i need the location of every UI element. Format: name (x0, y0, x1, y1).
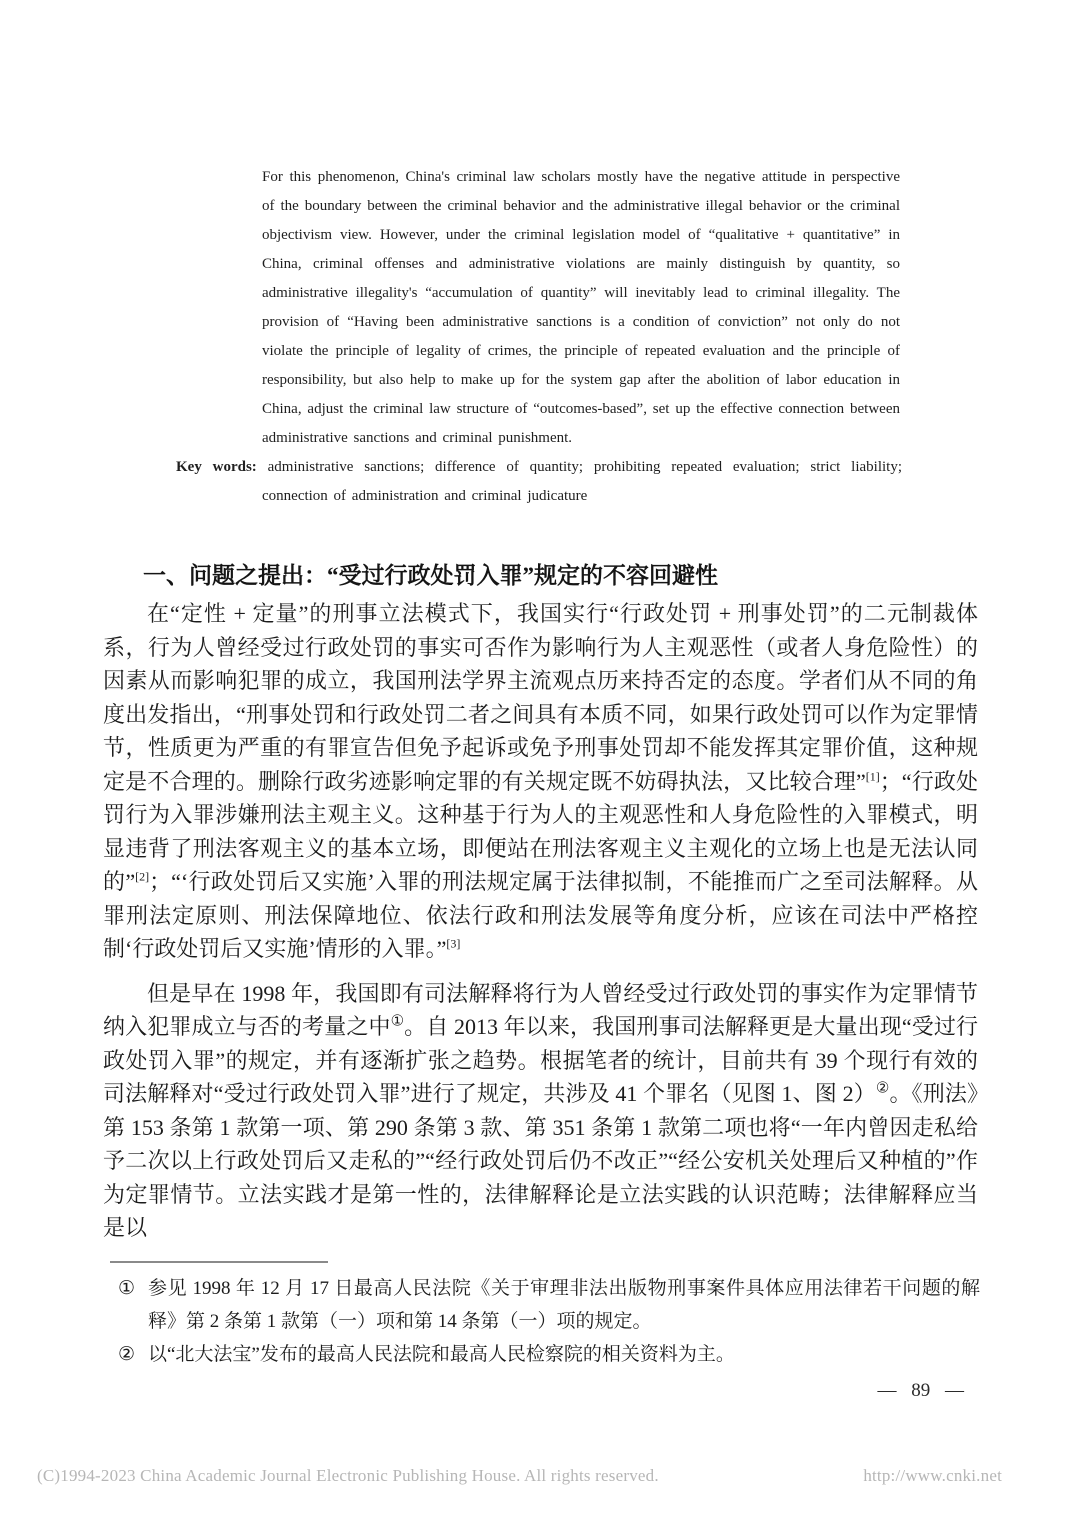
abstract-paragraph (262, 163, 900, 453)
copyright-text: (C)1994-2023 China Academic Journal Electronic Publishing House. All rights reserved. (37, 1466, 659, 1485)
footnote-item-2 (118, 1338, 980, 1371)
footnote-1-marker: ① (118, 1277, 136, 1299)
footnote-2-marker: ② (118, 1343, 136, 1365)
footer-url: http://www.cnki.net (863, 1466, 1002, 1485)
section-heading: 一、问题之提出：“受过行政处罚入罪”规定的不容回避性 (143, 563, 718, 588)
paragraph-1-text-b: ；“行政处罚行为入罪涉嫌刑法主观主义。这种基于行为人的主观恶性和人身危险性的入罪模式，明显违背了刑法客观主义的基本立场，即便站在刑法客观主义主观化的立场上也是无法认同的” (103, 768, 978, 894)
paragraph-2 (103, 977, 978, 1245)
footnote-divider (110, 1261, 328, 1263)
paragraph-1 (103, 597, 978, 966)
footnote-ref-1: [1] (865, 769, 880, 784)
footnote-ref-circled-2: ② (875, 1080, 890, 1097)
footnote-2-text: 以“北大法宝”发布的最高人民法院和最高人民检察院的相关资料为主。 (148, 1343, 735, 1365)
footer-bar (0, 1466, 1080, 1486)
keywords-text: administrative sanctions; difference of quantity; prohibiting repeated evaluation; strict liability; connection of administration and criminal judicature (262, 459, 902, 504)
footnote-1-text: 参见 1998 年 12 月 17 日最高人民法院《关于审理非法出版物刑事案件具体应用法律若干问题的解释》第 2 条第 1 款第（一）项和第 14 条第（一）项的规定。 (148, 1277, 980, 1332)
footnote-item-1 (118, 1272, 980, 1338)
paragraph-2-text-c: 。《刑法》第 153 条第 1 款第一项、第 290 条第 3 款、第 351 条第 1 款第二项也将“一年内曾因走私给予二次以上行政处罚后又走私的”“经行政处罚后仍不改正”“经公安机关处理后又种植的”作为定罪情节。立法实践才是第一性的，法律解释论是立法实践的认识范畴；法律解释应当是以 (103, 1081, 978, 1240)
paragraph-2-text-a: 但是早在 1998 年，我国即有司法解释将行为人曾经受过行政处罚的事实作为定罪情节纳入犯罪成立与否的考量之中 (103, 980, 978, 1039)
abstract-text: For this phenomenon, China's criminal law scholars mostly have the negative attitude in perspective of the boundary between the criminal behavior and the administrative illegal behavior or the criminal objectivism view. However, under the criminal legislation model of “qualitative + quantitative” in China, criminal offenses and administrative violations are mainly distinguish by quantity, so administrative illegality's “accumulation of quantity” will inevitably lead to criminal illegality. The provision of “Having been administrative sanctions is a condition of conviction” not only do not violate the principle of legality of crimes, the principle of repeated evaluation and the principle of responsibility, but also help to make up for the system gap after the abolition of labor education in China, adjust the criminal law structure of “outcomes-based”, set up the effective connection between administrative sanctions and criminal punishment. (262, 169, 900, 446)
footnotes-block (118, 1272, 980, 1371)
paragraph-2-text-b: 。自 2013 年以来，我国刑事司法解释更是大量出现“受过行政处罚入罪”的规定，并有逐渐扩张之趋势。根据笔者的统计，目前共有 39 个现行有效的司法解释对“受过行政处罚入罪”进行了规定，共涉及 41 个罪名（见图 1、图 2） (103, 1014, 978, 1106)
footnote-ref-3: [3] (446, 936, 461, 951)
footnote-ref-2: [2] (135, 869, 150, 884)
keywords-line (176, 453, 902, 511)
footnote-ref-circled-1: ① (390, 1013, 405, 1030)
page-number: — 89 — (877, 1379, 964, 1401)
paragraph-1-text-a: 在“定性 + 定量”的刑事立法模式下，我国实行“行政处罚 + 刑事处罚”的二元制裁体系，行为人曾经受过行政处罚的事实可否作为影响行为人主观恶性（或者人身危险性）的因素从而影响犯罪的成立，我国刑法学界主流观点历来持否定的态度。学者们从不同的角度出发指出，“刑事处罚和行政处罚二者之间具有本质不同，如果行政处罚可以作为定罪情节，性质更为严重的有罪宣告但免予起诉或免予刑事处罚却不能发挥其定罪价值，这种规定是不合理的。删除行政劣迹影响定罪的有关规定既不妨碍执法，又比较合理” (103, 601, 978, 794)
keywords-label: Key words: (176, 459, 257, 475)
paragraph-1-text-c: ；“‘行政处罚后又实施’入罪的刑法规定属于法律拟制，不能推而广之至司法解释。从罪刑法定原则、刑法保障地位、依法行政和刑法发展等角度分析，应该在司法中严格控制‘行政处罚后又实施’情形的入罪。” (103, 869, 979, 961)
